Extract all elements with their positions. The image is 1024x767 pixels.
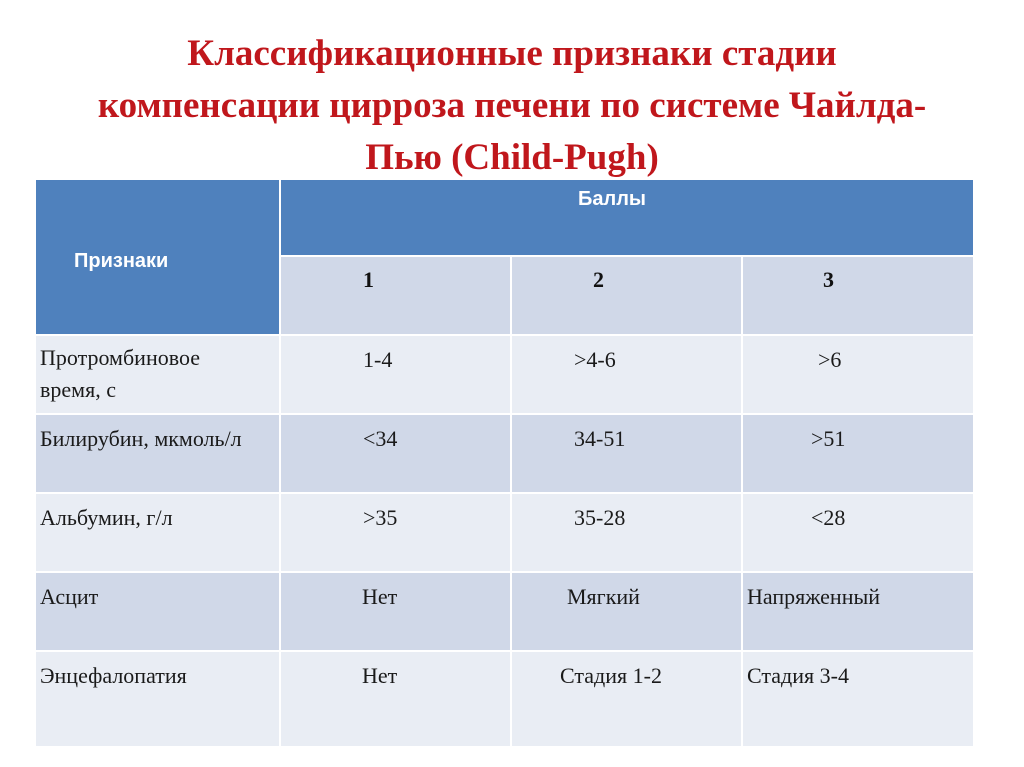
table-cell <box>743 494 973 571</box>
table-row-sign <box>36 336 279 413</box>
point-column-2-label: 2 <box>593 267 604 292</box>
table-row-sign <box>36 415 279 492</box>
row-4-value-1: Нет <box>362 584 398 609</box>
row-2-sign-line-1: Билирубин, мкмоль/л <box>40 426 242 451</box>
point-column-3-label: 3 <box>823 267 834 292</box>
row-5-value-3: Стадия 3-4 <box>747 663 849 688</box>
table-cell <box>512 573 741 650</box>
row-2-value-1: <34 <box>363 426 398 451</box>
row-5-sign-line-1: Энцефалопатия <box>40 663 187 688</box>
point-column-3 <box>743 257 973 334</box>
row-1-value-2: >4-6 <box>574 347 616 372</box>
row-1-sign-line-1: Протромбиновое <box>40 345 200 370</box>
slide-title-line-2: компенсации цирроза печени по системе Чайлда- <box>97 85 927 126</box>
point-column-1-label: 1 <box>363 267 374 292</box>
row-5-value-1: Нет <box>362 663 398 688</box>
table-cell <box>281 494 510 571</box>
table-cell <box>743 652 973 746</box>
table-cell <box>743 573 973 650</box>
header-signs-cell <box>36 180 279 334</box>
row-3-value-3: <28 <box>811 505 846 530</box>
table-cell <box>281 573 510 650</box>
row-4-value-3: Напряженный <box>747 584 881 609</box>
slide-title-line-3: Пью (Child-Pugh) <box>365 137 659 178</box>
table-cell <box>281 652 510 746</box>
row-3-sign-line-1: Альбумин, г/л <box>40 505 173 530</box>
table-row-sign <box>36 652 279 746</box>
header-points-cell <box>281 180 973 255</box>
table-cell <box>281 336 510 413</box>
table-row-sign <box>36 573 279 650</box>
table-cell <box>281 415 510 492</box>
row-3-value-2: 35-28 <box>574 505 626 530</box>
row-1-value-3: >6 <box>818 347 842 372</box>
slide-title-line-1: Классификационные признаки стадии <box>187 33 837 74</box>
table-cell <box>512 652 741 746</box>
row-5-value-2: Стадия 1-2 <box>560 663 662 688</box>
row-4-sign-line-1: Асцит <box>40 584 99 609</box>
header-signs-label: Признаки <box>74 250 169 272</box>
point-column-1 <box>281 257 510 334</box>
row-1-value-1: 1-4 <box>363 347 393 372</box>
table-cell <box>743 415 973 492</box>
row-2-value-2: 34-51 <box>574 426 626 451</box>
table-cell <box>512 494 741 571</box>
table-row-sign <box>36 494 279 571</box>
point-column-2 <box>512 257 741 334</box>
slide-title <box>40 28 984 184</box>
header-points-label: Баллы <box>578 188 646 210</box>
row-2-value-3: >51 <box>811 426 846 451</box>
table-cell <box>743 336 973 413</box>
row-3-value-1: >35 <box>363 505 398 530</box>
row-4-value-2: Мягкий <box>567 584 640 609</box>
table-cell <box>512 415 741 492</box>
table-cell <box>512 336 741 413</box>
row-1-sign-line-2: время, с <box>40 377 116 402</box>
